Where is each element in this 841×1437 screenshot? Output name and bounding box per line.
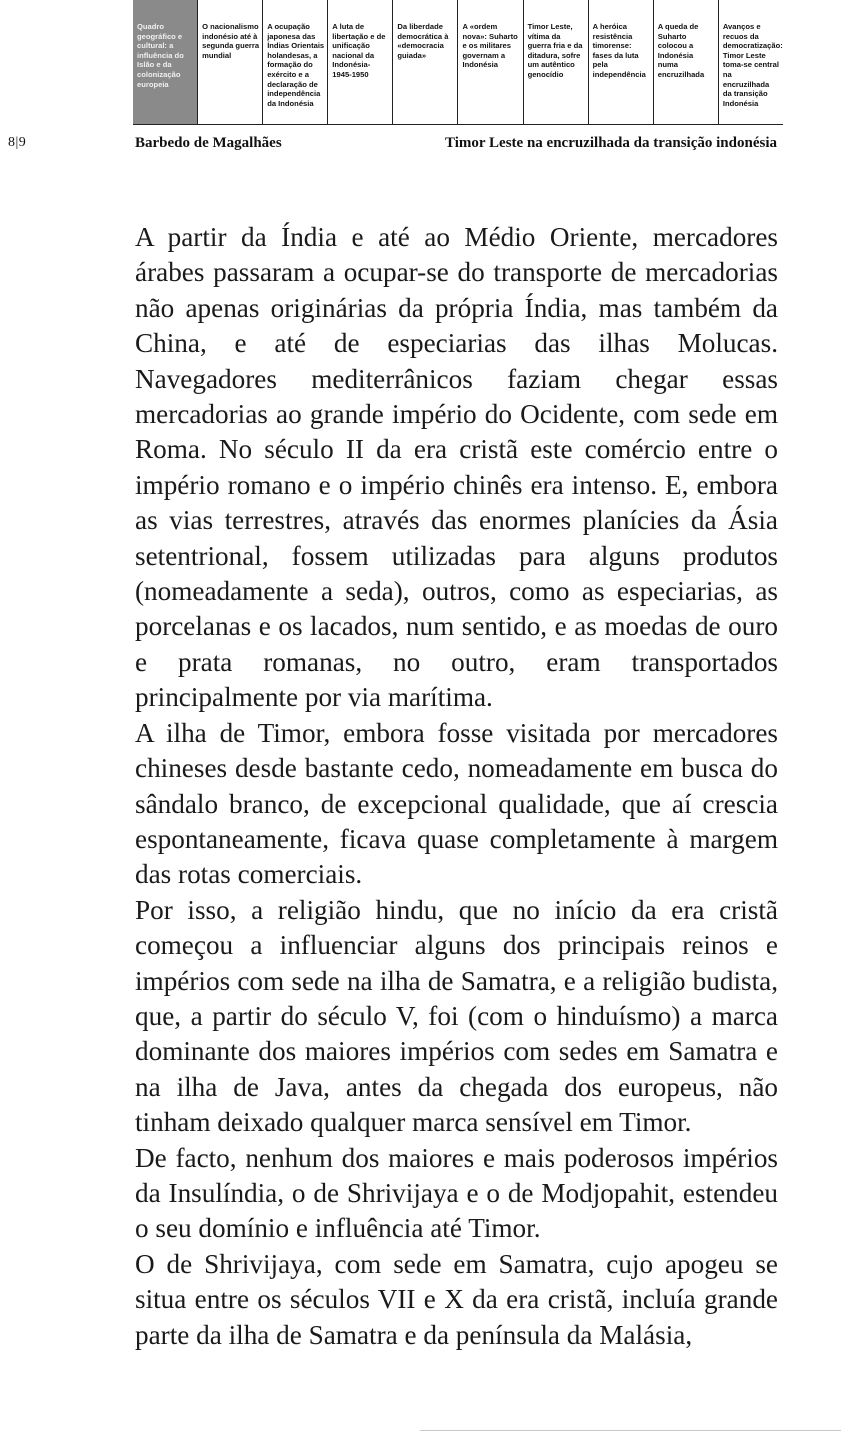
chapter-cell: Da liberdade democrática à «democracia guiada» bbox=[392, 0, 457, 124]
chapter-cell: Timor Leste, vítima da guerra fria e da ditadura, sofre um autêntico genocídio bbox=[523, 0, 588, 124]
chapter-cell: A queda de Suharto colocou a Indonésia numa encruzilhada bbox=[653, 0, 718, 124]
chapter-cell-current: Quadro geográfico e cultural: a influência do Islão e da colonização europeia bbox=[133, 0, 197, 124]
chapter-cell: A «ordem nova»: Suharto e os militares governam a Indonésia bbox=[457, 0, 522, 124]
page-number: 8|9 bbox=[8, 135, 27, 150]
paragraph: Por isso, a religião hindu, que no início da era cristã começou a influenciar alguns dos principais reinos e impérios com sede na ilha de Samatra, e a religião budista, que, a partir do século V, foi (com o hinduísmo) a marca dominante dos maiores impérios com sedes em Samatra e na ilha de Java, antes da chegada dos europeus, não tinham deixado qualquer marca sensível em Timor. bbox=[135, 894, 778, 1138]
bottom-divider bbox=[420, 1430, 841, 1431]
chapter-cell: A heróica resistência timorense: fases da luta pela independência bbox=[588, 0, 653, 124]
chapter-cell: O nacionalismo indonésio até à segunda guerra mundial bbox=[197, 0, 262, 124]
chapter-cell: A ocupação japonesa das Índias Orientais holandesas, a formação do exército e a declaração de independência da Indonésia bbox=[262, 0, 327, 124]
running-header-author: Barbedo de Magalhães bbox=[135, 135, 282, 151]
paragraph: A partir da Índia e até ao Médio Oriente, mercadores árabes passaram a ocupar-se do transporte de mercadorias não apenas originárias da própria Índia, mas também da China, e até de especiarias das ilhas Molucas. Navegadores mediterrânicos faziam chegar essas mercadorias ao grande império do Ocidente, com sede em Roma. No século II da era cristã este comércio entre o império romano e o império chinês era intenso. E, embora as vias terrestres, através das enormes planícies da Ásia setentrional, fossem utilizadas para alguns produtos (nomeadamente a seda), outros, como as especiarias, as porcelanas e os lacados, num sentido, e as moedas de ouro e prata romanas, no outro, eram transportados principalmente por via marítima. bbox=[135, 222, 778, 713]
running-header-title: Timor Leste na encruzilhada da transição indonésia bbox=[445, 135, 777, 151]
body-text bbox=[135, 220, 778, 1353]
paragraph: De facto, nenhum dos maiores e mais poderosos impérios da Insulíndia, o de Shrivijaya e o de Modjopahit, estendeu o seu domínio e influência até Timor. bbox=[135, 1142, 778, 1244]
chapter-cell: A luta de libertação e de unificação nacional da Indonésia-1945-1950 bbox=[327, 0, 392, 124]
paragraph: A ilha de Timor, embora fosse visitada por mercadores chineses desde bastante cedo, nomeadamente em busca do sândalo branco, de excepcional qualidade, que aí crescia espontaneamente, ficava quase completamente à margem das rotas comerciais. bbox=[135, 717, 778, 890]
chapter-cell: Avanços e recuos da democratização: Timor Leste toma-se central na encruzilhada da transição Indonésia bbox=[718, 0, 783, 124]
chapter-navigation-strip bbox=[133, 0, 783, 125]
paragraph: O de Shrivijaya, com sede em Samatra, cujo apogeu se situa entre os séculos VII e X da era cristã, incluía grande parte da ilha de Samatra e da península da Malásia, bbox=[135, 1248, 778, 1350]
